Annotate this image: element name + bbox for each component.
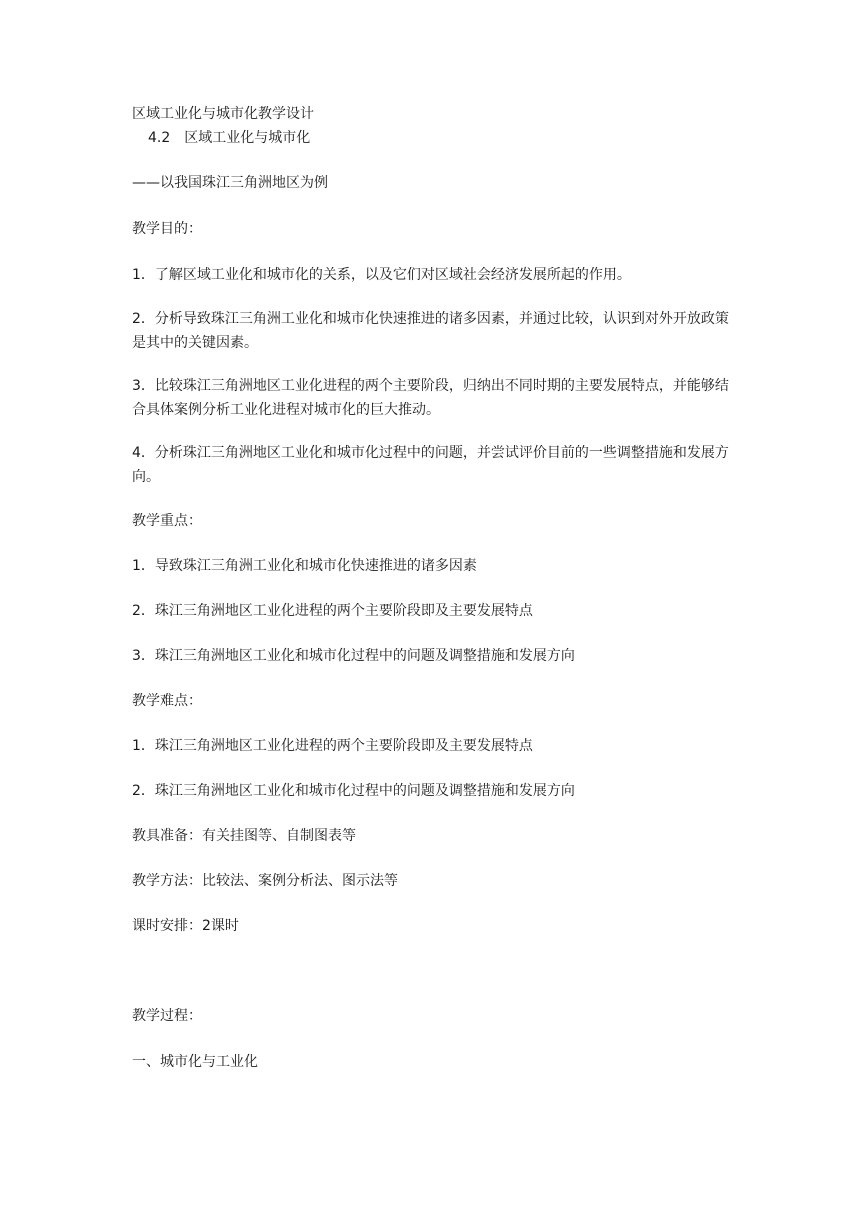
difficult-points-heading: 教学难点： bbox=[132, 693, 202, 709]
key-points-heading: 教学重点： bbox=[132, 513, 202, 529]
process-heading: 教学过程： bbox=[132, 1008, 202, 1024]
key-point-item: 2．珠江三角洲地区工业化进程的两个主要阶段即及主要发展特点 bbox=[132, 603, 533, 619]
section-heading: 4.2 区域工业化与城市化 bbox=[148, 130, 311, 146]
class-hours: 课时安排：2课时 bbox=[132, 918, 239, 934]
difficult-point-item: 2．珠江三角洲地区工业化和城市化过程中的问题及调整措施和发展方向 bbox=[132, 783, 575, 799]
part-one-heading: 一、城市化与工业化 bbox=[132, 1054, 258, 1070]
objective-item: 1．了解区域工业化和城市化的关系，以及它们对区域社会经济发展所起的作用。 bbox=[132, 267, 631, 283]
teaching-aids: 教具准备：有关挂图等、自制图表等 bbox=[132, 828, 356, 844]
objective-item: 2．分析导致珠江三角洲工业化和城市化快速推进的诸多因素，并通过比较，认识到对外开放政策是其中的关键因素。 bbox=[132, 311, 729, 351]
key-point-item: 1．导致珠江三角洲工业化和城市化快速推进的诸多因素 bbox=[132, 558, 477, 574]
objectives-heading: 教学目的： bbox=[132, 221, 202, 237]
document-title: 区域工业化与城市化教学设计 bbox=[132, 106, 314, 122]
objective-item: 3．比较珠江三角洲地区工业化进程的两个主要阶段，归纳出不同时期的主要发展特点，并能够结合具体案例分析工业化进程对城市化的巨大推动。 bbox=[132, 378, 729, 418]
difficult-point-item: 1．珠江三角洲地区工业化进程的两个主要阶段即及主要发展特点 bbox=[132, 738, 533, 754]
teaching-methods: 教学方法：比较法、案例分析法、图示法等 bbox=[132, 873, 398, 889]
objective-item: 4．分析珠江三角洲地区工业化和城市化过程中的问题，并尝试评价目前的一些调整措施和发展方向。 bbox=[132, 445, 729, 485]
case-line: ——以我国珠江三角洲地区为例 bbox=[132, 175, 328, 191]
key-point-item: 3．珠江三角洲地区工业化和城市化过程中的问题及调整措施和发展方向 bbox=[132, 648, 575, 664]
